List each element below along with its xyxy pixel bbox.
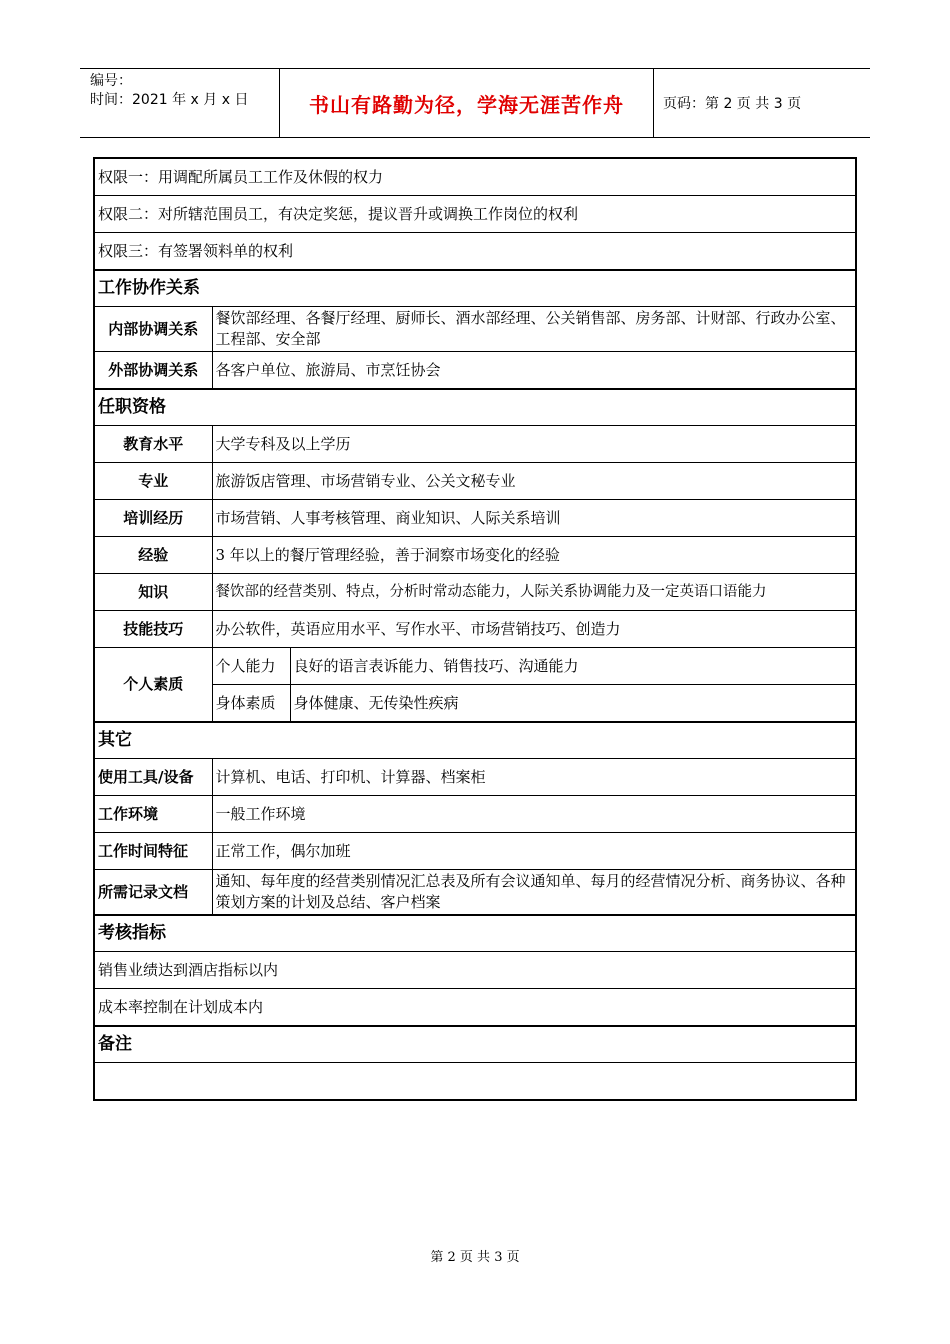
row-label: 工作环境	[94, 796, 212, 833]
authority-text: 权限一：用调配所属员工工作及休假的权力	[94, 158, 856, 196]
assessment-row	[94, 952, 856, 989]
row-value: 通知、每年度的经营类别情况汇总表及所有会议通知单、每月的经营情况分析、商务协议、各种策划方案的计划及总结、客户档案	[212, 870, 856, 916]
row-value: 大学专科及以上学历	[212, 426, 856, 463]
row-label: 内部协调关系	[94, 307, 212, 352]
page-header	[80, 68, 870, 138]
row-value: 旅游饭店管理、市场营销专业、公关文秘专业	[212, 463, 856, 500]
row-value: 餐饮部经理、各餐厅经理、厨师长、酒水部经理、公关销售部、房务部、计财部、行政办公室、工程部、安全部	[212, 307, 856, 352]
section-assessment	[94, 915, 856, 952]
job-description-table	[93, 157, 857, 1101]
other-row	[94, 759, 856, 796]
sub-label: 个人能力	[212, 648, 290, 685]
sub-label: 身体素质	[212, 685, 290, 723]
qualification-row	[94, 426, 856, 463]
assessment-text: 成本率控制在计划成本内	[94, 989, 856, 1027]
header-motto: 书山有路勤为径，学海无涯苦作舟	[280, 69, 654, 137]
sub-value: 身体健康、无传染性疾病	[290, 685, 856, 723]
external-coordination-row	[94, 352, 856, 390]
qualification-row	[94, 574, 856, 611]
row-label: 培训经历	[94, 500, 212, 537]
page-footer: 第 2 页 共 3 页	[430, 1250, 520, 1265]
row-value: 市场营销、人事考核管理、商业知识、人际关系培训	[212, 500, 856, 537]
row-label: 使用工具/设备	[94, 759, 212, 796]
section-remarks	[94, 1026, 856, 1063]
row-value: 餐饮部的经营类别、特点，分析时常动态能力，人际关系协调能力及一定英语口语能力	[212, 574, 856, 611]
document-number: 编号：	[90, 73, 132, 89]
assessment-text: 销售业绩达到酒店指标以内	[94, 952, 856, 989]
sub-value: 良好的语言表诉能力、销售技巧、沟通能力	[290, 648, 856, 685]
remarks-row	[94, 1063, 856, 1101]
section-title: 其它	[94, 722, 856, 759]
row-label: 外部协调关系	[94, 352, 212, 390]
authority-row	[94, 196, 856, 233]
authority-row	[94, 233, 856, 271]
row-label: 专业	[94, 463, 212, 500]
row-label: 个人素质	[94, 648, 212, 723]
row-value: 计算机、电话、打印机、计算器、档案柜	[212, 759, 856, 796]
row-value: 正常工作，偶尔加班	[212, 833, 856, 870]
document-date: 时间：2021 年 x 月 x 日	[90, 92, 249, 108]
other-row	[94, 833, 856, 870]
row-value: 一般工作环境	[212, 796, 856, 833]
section-title: 工作协作关系	[94, 270, 856, 307]
section-qualification	[94, 389, 856, 426]
qualification-row	[94, 463, 856, 500]
qualification-row	[94, 611, 856, 648]
section-other	[94, 722, 856, 759]
row-value: 办公软件，英语应用水平、写作水平、市场营销技巧、创造力	[212, 611, 856, 648]
header-page-info: 页码：第 2 页 共 3 页	[663, 96, 802, 112]
row-value: 3 年以上的餐厅管理经验，善于洞察市场变化的经验	[212, 537, 856, 574]
authority-row	[94, 158, 856, 196]
header-meta	[80, 69, 280, 137]
section-cooperation	[94, 270, 856, 307]
personal-quality-row	[94, 648, 856, 685]
row-label: 技能技巧	[94, 611, 212, 648]
authority-text: 权限二：对所辖范围员工，有决定奖惩，提议晋升或调换工作岗位的权利	[94, 196, 856, 233]
remarks-text	[94, 1063, 856, 1101]
section-title: 任职资格	[94, 389, 856, 426]
row-label: 工作时间特征	[94, 833, 212, 870]
authority-text: 权限三：有签署领料单的权利	[94, 233, 856, 271]
row-label: 知识	[94, 574, 212, 611]
section-title: 备注	[94, 1026, 856, 1063]
qualification-row	[94, 500, 856, 537]
row-label: 经验	[94, 537, 212, 574]
row-label: 教育水平	[94, 426, 212, 463]
other-row	[94, 870, 856, 916]
qualification-row	[94, 537, 856, 574]
other-row	[94, 796, 856, 833]
assessment-row	[94, 989, 856, 1027]
internal-coordination-row	[94, 307, 856, 352]
row-label: 所需记录文档	[94, 870, 212, 916]
row-value: 各客户单位、旅游局、市烹饪协会	[212, 352, 856, 390]
section-title: 考核指标	[94, 915, 856, 952]
